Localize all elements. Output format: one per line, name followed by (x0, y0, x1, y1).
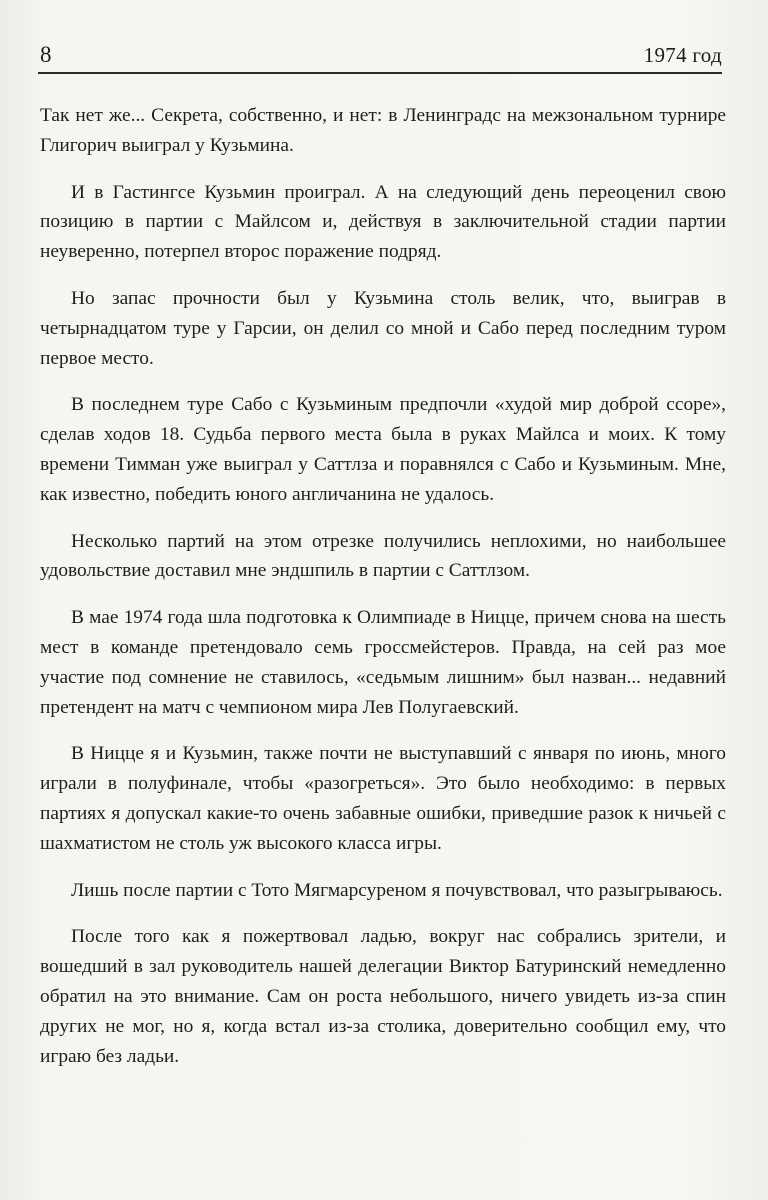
paragraph-4: В последнем туре Сабо с Кузьминым предпочли «худой мир доброй ссоре», сделав ходов 18. Судьба первого места была в руках Майлса и моих. К тому времени Тимман уже выиграл у Саттлза и поравнялся с Сабо и Кузьминым. Мне, как известно, победить юного англичанина не удалось. (40, 394, 726, 505)
paragraph-7: В Ницце я и Кузьмин, также почти не выступавший с января по июнь, много играли в полуфинале, чтобы «разогреться». Это было необходимо: в первых партиях я допускал какие-то очень забавные ошибки, приведшие разок к ничьей с шахматистом не столь уж высокого класса игры. (40, 743, 726, 854)
running-head (38, 40, 722, 74)
paragraph-1: Так нет же... Секрета, собственно, и нет: в Ленинградс на межзональном турнире Глигорич выиграл у Кузьмина. (40, 105, 726, 156)
paragraph-3: Но запас прочности был у Кузьмина столь велик, что, выиграв в четырнадцатом туре у Гарсии, он делил со мной и Сабо перед последним туром первое место. (40, 287, 726, 369)
running-title: 1974 год (643, 43, 722, 67)
paragraph-2: И в Гастингсе Кузьмин проиграл. А на следующий день переоценил свою позицию в партии с Майлсом и, действуя в заключительной стадии партии неуверенно, потерпел второс поражение подряд. (40, 181, 726, 263)
paragraph-6: В мае 1974 года шла подготовка к Олимпиаде в Ницце, причем снова на шесть мест в команде претендовало семь гроссмейстеров. Правда, на сей раз мое участие под сомнение не ставилось, «седьмым лишним» был назван... недавний претендент на матч с чемпионом мира Лев Полугаевский. (40, 607, 726, 718)
paragraph-5: Несколько партий на этом отрезке получились неплохими, но наибольшее удовольствие доставил мне эндшпиль в партии с Саттлзом. (40, 530, 726, 582)
paragraph-8: Лишь после партии с Тото Мягмарсуреном я почувствовал, что разыгрываюсь. (71, 879, 723, 901)
body-text (40, 101, 726, 1088)
page-number: 8 (40, 42, 52, 67)
paragraph-9: После того как я пожертвовал ладью, вокруг нас собрались зрители, и вошедший в зал руководитель нашей делегации Виктор Батуринский немедленно обратил на это внимание. Сам он роста небольшого, ничего увидеть из-за спин других не мог, но я, когда встал из-за столика, доверительно сообщил ему, что играю без ладьи. (40, 926, 726, 1067)
